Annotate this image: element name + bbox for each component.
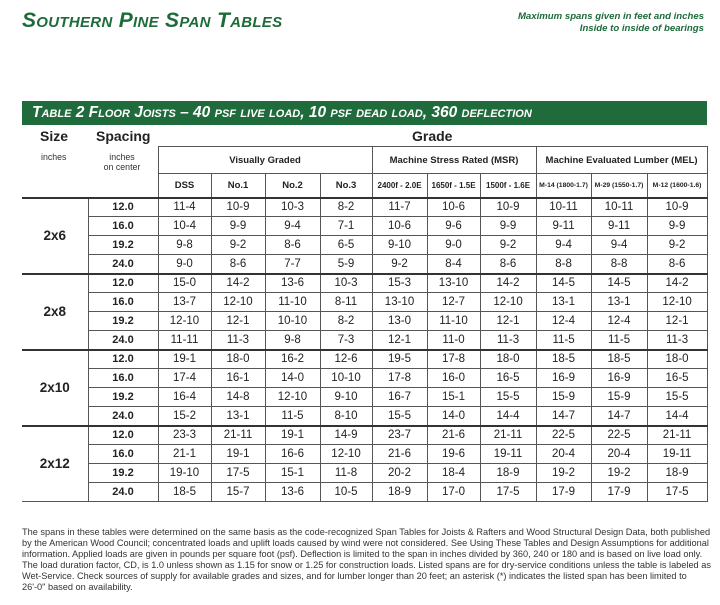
- span-cell: 12-6: [320, 350, 372, 369]
- size-cell: 2x10: [22, 350, 88, 426]
- span-note: [518, 11, 704, 35]
- col-header: M-29 (1550-1.7): [591, 174, 647, 198]
- spacing-cell: 24.0: [88, 331, 158, 350]
- spacing-cell: 24.0: [88, 255, 158, 274]
- span-cell: 8-2: [320, 312, 372, 331]
- span-cell: 15-9: [591, 388, 647, 407]
- span-cell: 19-1: [158, 350, 211, 369]
- table-row: [22, 407, 707, 426]
- span-cell: 23-3: [158, 426, 211, 445]
- col-header: 1650f - 1.5E: [427, 174, 480, 198]
- span-cell: 11-5: [591, 331, 647, 350]
- span-cell: 16-5: [647, 369, 707, 388]
- span-cell: 21-6: [372, 445, 427, 464]
- table-row: [22, 255, 707, 274]
- span-cell: 15-5: [480, 388, 536, 407]
- span-cell: 13-6: [265, 274, 320, 293]
- span-cell: 12-1: [211, 312, 265, 331]
- span-cell: 10-10: [265, 312, 320, 331]
- span-cell: 7-7: [265, 255, 320, 274]
- span-cell: 17-8: [372, 369, 427, 388]
- span-cell: 14-4: [480, 407, 536, 426]
- span-cell: 11-5: [265, 407, 320, 426]
- span-cell: 9-4: [265, 217, 320, 236]
- col-header: No.3: [320, 174, 372, 198]
- span-cell: 13-7: [158, 293, 211, 312]
- spacing-cell: 12.0: [88, 350, 158, 369]
- size-cell: 2x6: [22, 198, 88, 274]
- span-cell: 12-7: [427, 293, 480, 312]
- span-cell: 12-1: [372, 331, 427, 350]
- size-cell: 2x8: [22, 274, 88, 350]
- span-cell: 16-7: [372, 388, 427, 407]
- span-cell: 18-0: [647, 350, 707, 369]
- grade-header: Grade: [412, 128, 453, 144]
- span-cell: 14-5: [591, 274, 647, 293]
- span-cell: 15-5: [372, 407, 427, 426]
- span-cell: 20-2: [372, 464, 427, 483]
- size-cell: 2x12: [22, 426, 88, 502]
- span-cell: 14-7: [536, 407, 591, 426]
- span-cell: 9-9: [211, 217, 265, 236]
- span-note-line2: Inside to inside of bearings: [579, 23, 704, 34]
- span-cell: 10-9: [480, 198, 536, 217]
- span-cell: 10-9: [211, 198, 265, 217]
- span-cell: 11-11: [158, 331, 211, 350]
- table-row: [22, 274, 707, 293]
- span-cell: 14-5: [536, 274, 591, 293]
- span-cell: 15-9: [536, 388, 591, 407]
- spacing-cell: 16.0: [88, 445, 158, 464]
- col-header: 1500f - 1.6E: [480, 174, 536, 198]
- spacing-header: Spacing: [96, 128, 151, 144]
- span-cell: 8-11: [320, 293, 372, 312]
- span-cell: 10-11: [536, 198, 591, 217]
- span-cell: 11-8: [320, 464, 372, 483]
- span-cell: 12-4: [536, 312, 591, 331]
- span-cell: 9-10: [320, 388, 372, 407]
- span-cell: 17-5: [211, 464, 265, 483]
- span-cell: 13-6: [265, 483, 320, 502]
- group-mel: Machine Evaluated Lumber (MEL): [536, 147, 707, 174]
- span-cell: 8-6: [480, 255, 536, 274]
- table-row: [22, 236, 707, 255]
- span-cell: 21-11: [480, 426, 536, 445]
- span-cell: 12-10: [480, 293, 536, 312]
- span-cell: 16-5: [480, 369, 536, 388]
- spacing-cell: 16.0: [88, 217, 158, 236]
- span-cell: 11-7: [372, 198, 427, 217]
- spacing-cell: 19.2: [88, 236, 158, 255]
- span-cell: 14-4: [647, 407, 707, 426]
- col-header: No.2: [265, 174, 320, 198]
- span-cell: 19-6: [427, 445, 480, 464]
- span-cell: 14-2: [647, 274, 707, 293]
- span-cell: 21-11: [647, 426, 707, 445]
- table-title-bar: Table 2 Floor Joists – 40 psf live load, 10 psf dead load, 360 deflection: [22, 101, 707, 125]
- span-cell: 11-5: [536, 331, 591, 350]
- span-cell: 18-0: [480, 350, 536, 369]
- span-cell: 16-1: [211, 369, 265, 388]
- span-cell: 8-6: [647, 255, 707, 274]
- span-cell: 8-2: [320, 198, 372, 217]
- table-row: [22, 388, 707, 407]
- span-note-line1: Maximum spans given in feet and inches: [517, 11, 704, 22]
- span-cell: 16-9: [591, 369, 647, 388]
- span-cell: 7-3: [320, 331, 372, 350]
- span-cell: 14-7: [591, 407, 647, 426]
- span-cell: 23-7: [372, 426, 427, 445]
- span-cell: 9-0: [158, 255, 211, 274]
- span-cell: 18-0: [211, 350, 265, 369]
- span-cell: 12-1: [480, 312, 536, 331]
- span-cell: 14-9: [320, 426, 372, 445]
- span-cell: 11-4: [158, 198, 211, 217]
- span-cell: 16-4: [158, 388, 211, 407]
- span-cell: 7-1: [320, 217, 372, 236]
- span-cell: 10-9: [647, 198, 707, 217]
- span-cell: 14-2: [211, 274, 265, 293]
- span-cell: 19-5: [372, 350, 427, 369]
- span-cell: 19-11: [647, 445, 707, 464]
- span-cell: 14-0: [265, 369, 320, 388]
- col-header: DSS: [158, 174, 211, 198]
- span-table: [22, 146, 708, 502]
- spacing-cell: 19.2: [88, 388, 158, 407]
- span-cell: 9-0: [427, 236, 480, 255]
- page-title: Southern Pine Span Tables: [22, 9, 283, 32]
- footnote: The spans in these tables were determined on the same basis as the code-recognized Span Tables for Joists & Rafters and Wood Structural Design Data, both published by the American Wood Council; concentrated loads and uplift loads caused by wind were not considered. See Using These Tables and Design Assumptions for additional information. Applied loads are given in pounds per square foot (psf). Deflection is limited to the span in inches divided by 360, 240 or 180 and is based on live load only. The load duration factor, CD, is 1.0 unless shown as 1.15 for snow or 1.25 for construction loads. Listed spans are for dry-service conditions unless the table is labeled as Wet-Service. Check sources of supply for available grades and sizes, and for lumber longer than 20 feet; an asterisk (*) indicates the listed span has been limited to 26'-0" based on availability.: [22, 527, 711, 592]
- span-cell: 20-4: [536, 445, 591, 464]
- span-cell: 11-3: [647, 331, 707, 350]
- span-cell: 9-4: [536, 236, 591, 255]
- span-cell: 13-10: [427, 274, 480, 293]
- span-cell: 9-8: [158, 236, 211, 255]
- span-cell: 9-6: [427, 217, 480, 236]
- col-header: M-12 (1600-1.6): [647, 174, 707, 198]
- span-cell: 9-2: [647, 236, 707, 255]
- span-cell: 18-9: [480, 464, 536, 483]
- span-cell: 12-10: [647, 293, 707, 312]
- table-row: [22, 217, 707, 236]
- span-cell: 18-5: [591, 350, 647, 369]
- span-cell: 6-5: [320, 236, 372, 255]
- group-msr: Machine Stress Rated (MSR): [372, 147, 536, 174]
- span-cell: 9-9: [480, 217, 536, 236]
- span-cell: 14-2: [480, 274, 536, 293]
- span-cell: 11-10: [265, 293, 320, 312]
- span-cell: 16-2: [265, 350, 320, 369]
- span-cell: 17-4: [158, 369, 211, 388]
- span-cell: 8-8: [536, 255, 591, 274]
- spacing-unit-line1: inches: [109, 152, 135, 162]
- spacing-unit-line2: on center: [103, 162, 141, 172]
- span-cell: 19-10: [158, 464, 211, 483]
- span-cell: 15-0: [158, 274, 211, 293]
- span-cell: 22-5: [536, 426, 591, 445]
- spacing-cell: 24.0: [88, 407, 158, 426]
- span-cell: 15-2: [158, 407, 211, 426]
- span-cell: 12-1: [647, 312, 707, 331]
- span-cell: 14-0: [427, 407, 480, 426]
- span-cell: 19-1: [211, 445, 265, 464]
- span-cell: 19-2: [536, 464, 591, 483]
- table-row: [22, 369, 707, 388]
- span-cell: 11-10: [427, 312, 480, 331]
- span-cell: 8-4: [427, 255, 480, 274]
- span-cell: 15-1: [265, 464, 320, 483]
- span-cell: 18-5: [536, 350, 591, 369]
- span-cell: 18-4: [427, 464, 480, 483]
- span-cell: 10-6: [372, 217, 427, 236]
- span-cell: 13-0: [372, 312, 427, 331]
- spacing-cell: 12.0: [88, 274, 158, 293]
- span-cell: 19-1: [265, 426, 320, 445]
- span-cell: 10-6: [427, 198, 480, 217]
- span-cell: 15-7: [211, 483, 265, 502]
- table-row: [22, 198, 707, 217]
- spacing-cell: 16.0: [88, 369, 158, 388]
- span-cell: 9-4: [591, 236, 647, 255]
- span-cell: 8-6: [211, 255, 265, 274]
- span-cell: 9-9: [647, 217, 707, 236]
- spacing-cell: 12.0: [88, 426, 158, 445]
- span-cell: 19-2: [591, 464, 647, 483]
- span-cell: 13-1: [591, 293, 647, 312]
- span-cell: 21-11: [211, 426, 265, 445]
- span-cell: 14-8: [211, 388, 265, 407]
- span-cell: 12-10: [211, 293, 265, 312]
- span-cell: 15-5: [647, 388, 707, 407]
- span-cell: 19-11: [480, 445, 536, 464]
- span-cell: 9-2: [480, 236, 536, 255]
- span-cell: 10-3: [320, 274, 372, 293]
- span-cell: 12-4: [591, 312, 647, 331]
- span-cell: 17-5: [647, 483, 707, 502]
- span-cell: 17-0: [427, 483, 480, 502]
- span-cell: 18-9: [372, 483, 427, 502]
- span-cell: 17-9: [591, 483, 647, 502]
- table-row: [22, 445, 707, 464]
- size-unit: inches: [41, 152, 67, 162]
- span-cell: 10-11: [591, 198, 647, 217]
- spacing-cell: 12.0: [88, 198, 158, 217]
- span-cell: 21-6: [427, 426, 480, 445]
- span-cell: 15-3: [372, 274, 427, 293]
- span-cell: 16-9: [536, 369, 591, 388]
- span-cell: 17-9: [536, 483, 591, 502]
- table-row: [22, 350, 707, 369]
- span-cell: 18-9: [647, 464, 707, 483]
- span-cell: 5-9: [320, 255, 372, 274]
- table-row: [22, 464, 707, 483]
- span-cell: 9-11: [536, 217, 591, 236]
- table-row: [22, 312, 707, 331]
- spacing-cell: 19.2: [88, 464, 158, 483]
- span-cell: 16-6: [265, 445, 320, 464]
- span-cell: 9-10: [372, 236, 427, 255]
- span-cell: 17-5: [480, 483, 536, 502]
- table-row: [22, 483, 707, 502]
- span-cell: 13-1: [536, 293, 591, 312]
- span-cell: 21-1: [158, 445, 211, 464]
- span-cell: 13-1: [211, 407, 265, 426]
- span-cell: 12-10: [158, 312, 211, 331]
- span-cell: 10-3: [265, 198, 320, 217]
- span-cell: 11-3: [480, 331, 536, 350]
- table-row: [22, 293, 707, 312]
- col-header: No.1: [211, 174, 265, 198]
- span-cell: 11-3: [211, 331, 265, 350]
- table-row: [22, 426, 707, 445]
- size-header: Size: [40, 128, 69, 144]
- span-cell: 9-2: [211, 236, 265, 255]
- span-cell: 10-4: [158, 217, 211, 236]
- spacing-cell: 16.0: [88, 293, 158, 312]
- span-cell: 9-2: [372, 255, 427, 274]
- span-cell: 22-5: [591, 426, 647, 445]
- span-cell: 17-8: [427, 350, 480, 369]
- span-cell: 12-10: [320, 445, 372, 464]
- span-cell: 12-10: [265, 388, 320, 407]
- span-cell: 11-0: [427, 331, 480, 350]
- span-cell: 8-10: [320, 407, 372, 426]
- span-cell: 15-1: [427, 388, 480, 407]
- span-cell: 9-11: [591, 217, 647, 236]
- col-header: M-14 (1800-1.7): [536, 174, 591, 198]
- span-cell: 9-8: [265, 331, 320, 350]
- span-cell: 16-0: [427, 369, 480, 388]
- span-cell: 20-4: [591, 445, 647, 464]
- spacing-cell: 24.0: [88, 483, 158, 502]
- span-cell: 10-5: [320, 483, 372, 502]
- span-cell: 10-10: [320, 369, 372, 388]
- group-visually-graded: Visually Graded: [158, 147, 372, 174]
- span-cell: 18-5: [158, 483, 211, 502]
- span-cell: 8-6: [265, 236, 320, 255]
- span-cell: 8-8: [591, 255, 647, 274]
- table-row: [22, 331, 707, 350]
- col-header: 2400f - 2.0E: [372, 174, 427, 198]
- spacing-cell: 19.2: [88, 312, 158, 331]
- span-cell: 13-10: [372, 293, 427, 312]
